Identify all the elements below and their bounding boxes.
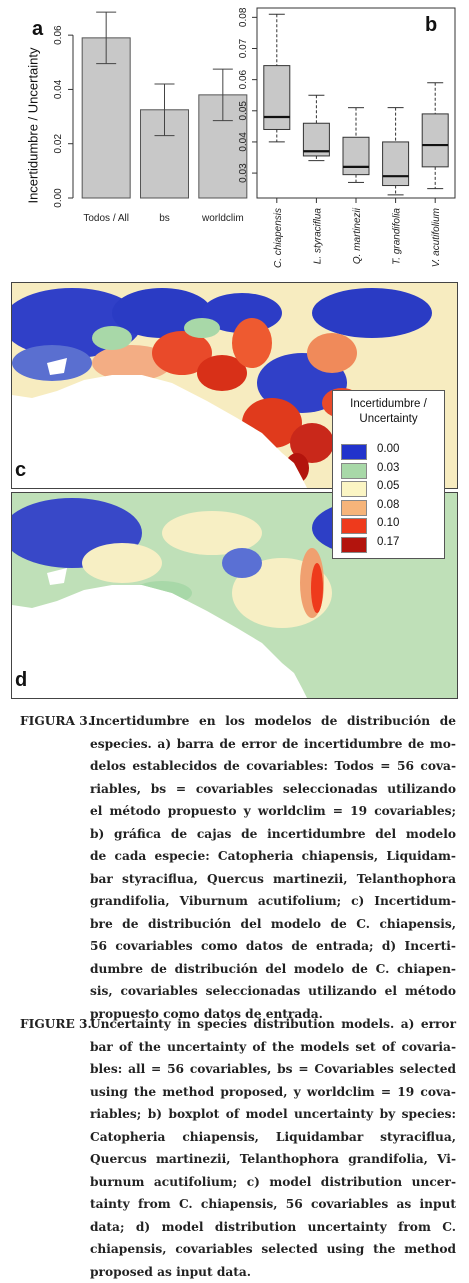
legend-entry	[341, 536, 436, 552]
panel-a-ylabel: Incertidumbre / Uncertainty	[26, 31, 41, 221]
legend-entry	[341, 499, 436, 515]
legend-swatch	[341, 444, 367, 460]
caption-line: 56 covariables como datos de entrada; d) Incerti-	[20, 935, 456, 958]
caption-line: de cada especie: Catopheria chiapensis, Liquidam-	[20, 845, 456, 868]
caption-line: b) gráfica de cajas de incertidumbre del modelo	[20, 823, 456, 846]
legend-label: 0.00	[377, 443, 399, 455]
legend-swatch	[341, 518, 367, 534]
legend-entry	[341, 517, 436, 533]
box	[383, 142, 409, 186]
panel-b-svg	[230, 0, 469, 280]
caption-es-label: FIGURA 3.	[20, 710, 92, 733]
caption-en-first-line: Uncertainty in species distribution models. a) error	[20, 1013, 456, 1036]
caption-en-body	[20, 1036, 456, 1283]
legend-title-line1: Incertidumbre /	[333, 398, 444, 410]
legend-entry	[341, 443, 436, 459]
x-tick-label: T. grandifolia	[392, 208, 403, 265]
panel-a	[0, 0, 260, 270]
caption-line: dumbre de distribución del modelo de C. chiapen-	[20, 958, 456, 981]
caption-es	[20, 710, 456, 1025]
y-tick-label: 0.04	[238, 132, 249, 152]
panel-b	[230, 0, 469, 280]
box	[264, 66, 290, 130]
legend-swatch	[341, 500, 367, 516]
caption-en	[20, 1013, 456, 1283]
caption-line: sis, covariables seleccionadas utilizando el método	[20, 980, 456, 1003]
box	[343, 137, 369, 174]
legend-entry	[341, 480, 436, 496]
caption-line: propuesto como datos de entrada.	[20, 1003, 456, 1026]
caption-line: riables, bs = covariables seleccionadas utilizando	[20, 778, 456, 801]
legend-entry	[341, 462, 436, 478]
y-tick-label: 0.06	[53, 25, 64, 45]
x-tick-label: L. styraciflua	[312, 208, 323, 265]
caption-en-label: FIGURE 3.	[20, 1013, 92, 1036]
x-tick-label: C. chiapensis	[273, 208, 284, 268]
caption-line: grandifolia, Viburnum acutifolium; c) Incertidum-	[20, 890, 456, 913]
legend-label: 0.10	[377, 517, 399, 529]
y-tick-label: 0.00	[53, 188, 64, 208]
legend-label: 0.17	[377, 536, 399, 548]
legend-label: 0.03	[377, 462, 399, 474]
x-tick-label: Todos / All	[83, 213, 129, 224]
legend-title-line2: Uncertainty	[333, 413, 444, 425]
caption-line: bar of the uncertainty of the models set of covaria-	[20, 1036, 456, 1059]
caption-line: especies. a) barra de error de incertidumbre de mo-	[20, 733, 456, 756]
x-tick-label: Q. martinezii	[352, 207, 363, 264]
caption-line: data; d) model distribution uncertainty from C.	[20, 1216, 456, 1239]
uncertainty-legend	[332, 390, 445, 559]
caption-line: Catopheria chiapensis, Liquidambar styraciflua,	[20, 1126, 456, 1149]
legend-swatch	[341, 481, 367, 497]
y-tick-label: 0.08	[238, 7, 249, 27]
caption-line: bar styraciflua, Quercus martinezii, Telanthophora	[20, 868, 456, 891]
y-tick-label: 0.02	[53, 134, 64, 154]
caption-line: chiapensis, covariables selected using the method	[20, 1238, 456, 1261]
x-tick-label: worldclim	[201, 213, 244, 224]
caption-line: proposed as input data.	[20, 1261, 456, 1283]
panel-a-letter: a	[32, 18, 43, 41]
caption-line: bles: all = 56 covariables, bs = Covariables selected	[20, 1058, 456, 1081]
legend-label: 0.05	[377, 480, 399, 492]
legend-swatch	[341, 463, 367, 479]
y-tick-label: 0.07	[238, 38, 249, 58]
panel-c-letter: c	[15, 459, 26, 482]
y-tick-label: 0.04	[53, 79, 64, 99]
caption-es-first-line: Incertidumbre en los modelos de distribución de	[20, 710, 456, 733]
caption-line: bre de distribución del modelo de C. chiapensis,	[20, 913, 456, 936]
x-tick-label: bs	[159, 213, 170, 224]
caption-line: using the method proposed, y worldclim = 19 cova-	[20, 1081, 456, 1104]
panel-b-letter: b	[425, 14, 437, 37]
box	[422, 114, 448, 167]
x-tick-label: V. acutifolium	[431, 208, 442, 267]
y-tick-label: 0.06	[238, 69, 249, 89]
caption-line: riables; b) boxplot of model uncertainty by species:	[20, 1103, 456, 1126]
panel-d-letter: d	[15, 669, 27, 692]
caption-es-body	[20, 733, 456, 1026]
legend-label: 0.08	[377, 499, 399, 511]
caption-line: el método propuesto y worldclim = 19 covariables;	[20, 800, 456, 823]
caption-line: tainty from C. chiapensis, 56 covariables as input	[20, 1193, 456, 1216]
caption-line: Quercus martinezii, Telanthophora grandifolia, Vi-	[20, 1148, 456, 1171]
y-tick-label: 0.05	[238, 101, 249, 121]
legend-swatch	[341, 537, 367, 553]
caption-line: burnum acutifolium; c) model distribution uncer-	[20, 1171, 456, 1194]
y-tick-label: 0.03	[238, 163, 249, 183]
caption-line: delos establecidos de covariables: Todos = 56 cova-	[20, 755, 456, 778]
